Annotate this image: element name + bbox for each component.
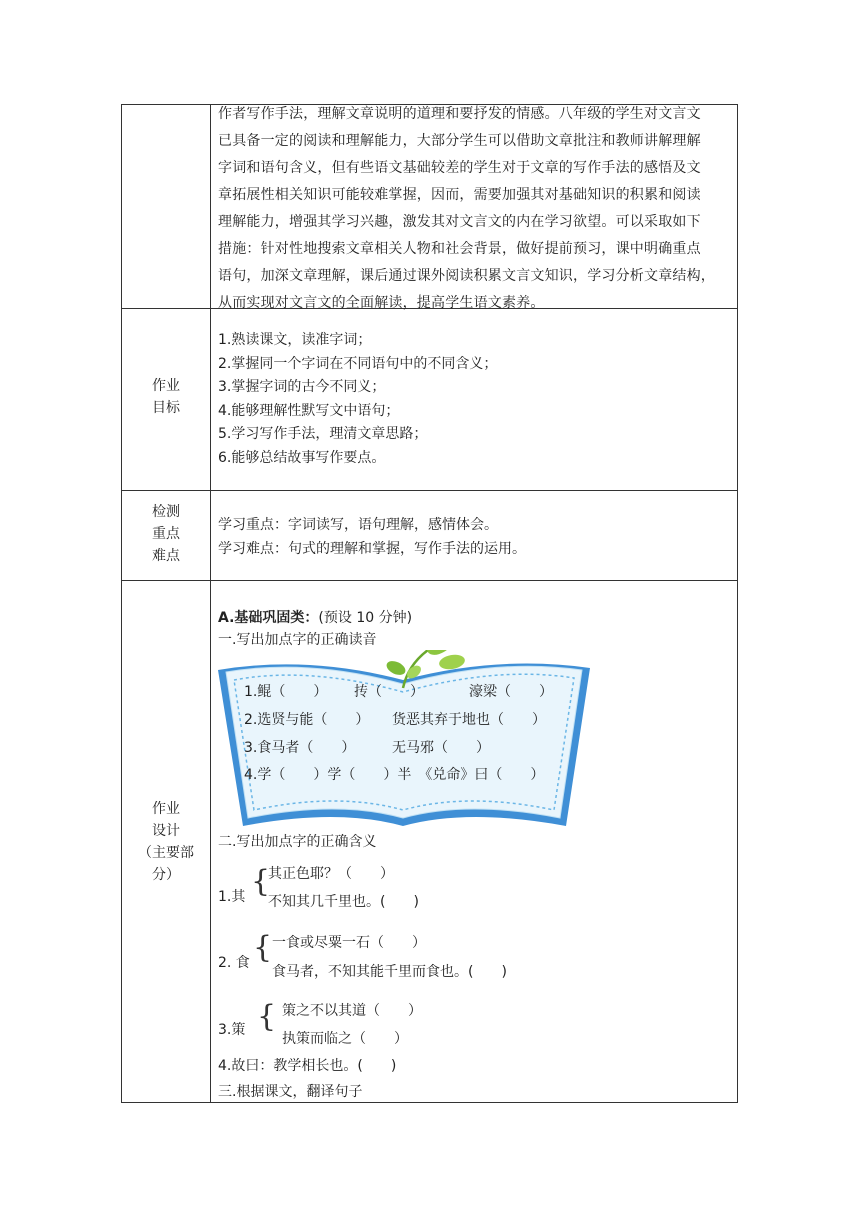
reading-item: 3.食马者（ ）	[244, 740, 356, 756]
label-line: 作业	[152, 378, 180, 394]
reading-row-4: 4.学（ ）学（ ）半 《兑命》曰（ ）	[244, 767, 545, 783]
goal-item: 1.熟读课文，读准字词；	[218, 332, 372, 348]
section-a-title: A.基础巩固类：	[218, 610, 319, 626]
paragraph-line: 理解能力，增强其学习兴趣，激发其对文言文的内在学习欲望。可以采取如下	[218, 214, 701, 230]
reading-row-3	[244, 737, 490, 757]
meaning-head: 1.其	[218, 889, 246, 905]
goal-item: 5.学习写作手法，理清文章思路；	[218, 426, 428, 442]
meaning-line: 其正色耶？（ ）	[268, 866, 394, 882]
meaning-line: 执策而临之（ ）	[282, 1031, 408, 1047]
meaning-head: 3.策	[218, 1022, 246, 1038]
goal-item: 4.能够理解性默写文中语句；	[218, 402, 400, 419]
label-line: （主要部	[138, 845, 194, 861]
focus-item: 学习难点：句式的理解和掌握，写作手法的运用。	[218, 541, 526, 557]
paragraph-line: 措施：针对性地搜索文章相关人物和社会背景，做好提前预习，课中明确重点	[218, 241, 701, 257]
label-line: 分）	[152, 867, 180, 883]
reading-item: 1.鲲（ ）	[244, 684, 328, 700]
column-divider	[210, 105, 211, 1102]
row-divider	[122, 490, 737, 491]
brace-icon: {	[251, 864, 271, 899]
paragraph-line: 语句，加深文章理解，课后通过课外阅读积累文言文知识，学习分析文章结构，	[218, 268, 715, 284]
focus-item: 学习重点：字词读写，语句理解，感情体会。	[218, 517, 498, 533]
reading-row-2	[244, 709, 546, 729]
reading-row-1	[244, 681, 553, 701]
brace-icon: {	[257, 999, 277, 1034]
meaning-item-4: 4.故曰：教学相长也。( )	[218, 1058, 397, 1074]
label-line: 作业	[152, 801, 180, 817]
focus-list	[218, 513, 729, 561]
goal-label	[122, 375, 210, 419]
label-line: 难点	[152, 548, 180, 564]
question-1-title: 一.写出加点字的正确读音	[218, 632, 377, 648]
section-a-heading	[218, 607, 412, 627]
paragraph-line: 从而实现对文言文的全面解读，提高学生语文素养。	[218, 295, 545, 311]
meaning-line: 一食或尽粟一石（ ）	[272, 935, 426, 951]
reading-item: 无马邪（ ）	[392, 740, 490, 756]
reading-item: 抟（ ）	[354, 684, 424, 700]
leaf-icon	[384, 658, 407, 677]
label-line: 检测	[152, 504, 180, 520]
paragraph-line: 作者写作手法，理解文章说明的道理和要抒发的情感。八年级的学生对文言文	[218, 106, 701, 122]
reading-item: 濠梁（ ）	[469, 684, 553, 700]
goal-list	[218, 329, 729, 470]
reading-item: 2.选贤与能（ ）	[244, 712, 370, 728]
brace-icon: {	[253, 930, 273, 965]
goal-item: 6.能够总结故事写作要点。	[218, 449, 386, 466]
paragraph-line: 章拓展性相关知识可能较难掌握，因而，需要加强其对基础知识的积累和阅读	[218, 187, 701, 203]
lesson-table	[121, 104, 738, 1103]
design-label	[122, 798, 210, 886]
meaning-head: 2. 食	[218, 955, 250, 971]
goal-item: 3.掌握字词的古今不同义；	[218, 379, 386, 395]
question-2-title: 二.写出加点字的正确含义	[218, 834, 377, 850]
label-line: 重点	[152, 526, 180, 542]
section-a-time: (预设 10 分钟)	[318, 610, 413, 626]
question-3-title: 三.根据课文，翻译句子	[218, 1084, 363, 1100]
meaning-line: 食马者，不知其能千里而食也。( )	[272, 964, 507, 980]
meaning-line: 不知其几千里也。( )	[268, 894, 419, 910]
goal-item: 2.掌握同一个字词在不同语句中的不同含义；	[218, 355, 498, 372]
paragraph-line: 已具备一定的阅读和理解能力，大部分学生可以借助文章批注和教师讲解理解	[218, 133, 701, 149]
label-line: 设计	[152, 823, 180, 839]
row-divider	[122, 580, 737, 581]
label-line: 目标	[152, 400, 180, 416]
meaning-line: 策之不以其道（ ）	[282, 1003, 422, 1019]
paragraph-line: 字词和语句含义，但有些语文基础较差的学生对于文章的写作手法的感悟及文	[218, 160, 701, 176]
analysis-paragraph	[218, 101, 729, 317]
focus-label	[122, 501, 210, 567]
reading-item: 货恶其弃于地也（ ）	[392, 712, 546, 728]
